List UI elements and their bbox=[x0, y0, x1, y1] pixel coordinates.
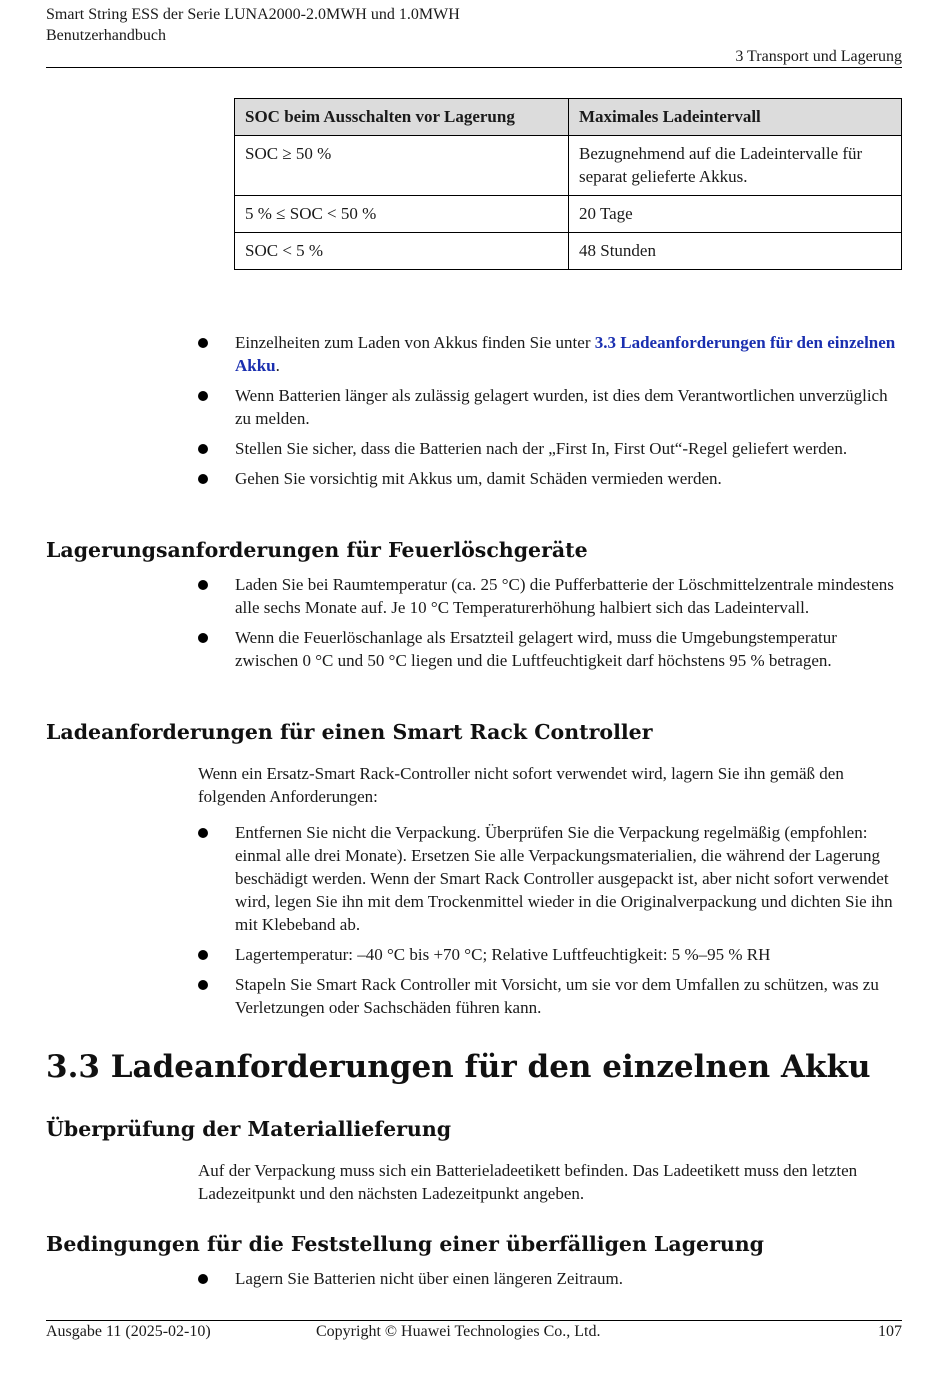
list-item-text: Lagertemperatur: –40 °C bis +70 °C; Relative Luftfeuchtigkeit: 5 %–95 % RH bbox=[235, 945, 771, 964]
bullet-icon bbox=[198, 980, 208, 990]
table-cell: 20 Tage bbox=[569, 196, 902, 233]
overdue-storage-list bbox=[235, 1267, 900, 1297]
section-heading: Überprüfung der Materiallieferung bbox=[46, 1117, 452, 1141]
list-item bbox=[235, 384, 900, 430]
table-cell: 5 % ≤ SOC < 50 % bbox=[235, 196, 569, 233]
list-item-text: . bbox=[275, 356, 280, 375]
header-divider bbox=[46, 67, 902, 68]
list-item bbox=[235, 943, 900, 966]
bullet-icon bbox=[198, 580, 208, 590]
list-item bbox=[235, 973, 900, 1019]
document-type: Benutzerhandbuch bbox=[46, 27, 166, 44]
list-item bbox=[235, 467, 900, 490]
table-header-row bbox=[235, 99, 902, 136]
table-cell: SOC ≥ 50 % bbox=[235, 136, 569, 196]
list-item bbox=[235, 626, 900, 672]
bullet-icon bbox=[198, 474, 208, 484]
table-row bbox=[235, 196, 902, 233]
section-text: Auf der Verpackung muss sich ein Batterieladeetikett befinden. Das Ladeetikett muss den letzten Ladezeitpunkt und den nächsten Ladezeitpunkt angeben. bbox=[198, 1161, 858, 1203]
chapter-section-heading: 3.3 Ladeanforderungen für den einzelnen Akku bbox=[46, 1049, 871, 1085]
bullet-icon bbox=[198, 1274, 208, 1284]
bullet-icon bbox=[198, 633, 208, 643]
list-item-text: Lagern Sie Batterien nicht über einen längeren Zeitraum. bbox=[235, 1269, 624, 1288]
document-title: Smart String ESS der Serie LUNA2000-2.0MWH und 1.0MWH bbox=[46, 6, 460, 23]
list-item bbox=[235, 573, 900, 619]
page-number: 107 bbox=[878, 1323, 902, 1340]
table-row bbox=[235, 233, 902, 270]
list-item-text: Stellen Sie sicher, dass die Batterien nach der „First In, First Out“-Regel geliefert werden. bbox=[235, 439, 848, 458]
table-header-cell: Maximales Ladeintervall bbox=[569, 99, 902, 136]
storage-notes-list bbox=[235, 331, 900, 497]
chapter-title: 3 Transport und Lagerung bbox=[735, 48, 902, 65]
list-item-text: Stapeln Sie Smart Rack Controller mit Vorsicht, um sie vor dem Umfallen zu schützen, was zu Verletzungen oder Sachschäden führen kann. bbox=[235, 975, 879, 1017]
table-header-cell: SOC beim Ausschalten vor Lagerung bbox=[235, 99, 569, 136]
table-cell: Bezugnehmend auf die Ladeintervalle für separat gelieferte Akkus. bbox=[569, 136, 902, 196]
cross-reference-link[interactable]: 3.3 Ladeanforderungen für den einzelnen Akku bbox=[235, 333, 896, 375]
list-item-text: Laden Sie bei Raumtemperatur (ca. 25 °C) die Pufferbatterie der Löschmittelzentrale mindestens alle sechs Monate auf. Je 10 °C Temperaturerhöhung halbiert sich das Ladeintervall. bbox=[235, 575, 894, 617]
table-cell: SOC < 5 % bbox=[235, 233, 569, 270]
bullet-icon bbox=[198, 828, 208, 838]
bullet-icon bbox=[198, 391, 208, 401]
soc-charging-table bbox=[234, 98, 902, 270]
list-item bbox=[235, 1267, 900, 1290]
list-item-text: Einzelheiten zum Laden von Akkus finden Sie unter bbox=[235, 333, 595, 352]
list-item-text: Entfernen Sie nicht die Verpackung. Überprüfen Sie die Verpackung regelmäßig (empfohlen: einmal alle drei Monate). Ersetzen Sie alle Verpackungsmaterialien, die während der Lagerung beschädigt werden. Wenn der Smart Rack Controller ausgepackt ist, aber nicht sofort verwendet wird, legen Sie ihn mit dem Trockenmittel wieder in die Originalverpackung und dichten Sie ihn mit Klebeband ab. bbox=[235, 823, 893, 934]
copyright-text: Copyright © Huawei Technologies Co., Ltd. bbox=[316, 1323, 601, 1340]
section-heading: Lagerungsanforderungen für Feuerlöschgeräte bbox=[46, 538, 588, 562]
bullet-icon bbox=[198, 950, 208, 960]
list-item bbox=[235, 821, 900, 936]
section-heading: Ladeanforderungen für einen Smart Rack Controller bbox=[46, 720, 653, 744]
section-heading: Bedingungen für die Feststellung einer überfälligen Lagerung bbox=[46, 1232, 765, 1256]
bullet-icon bbox=[198, 338, 208, 348]
section-intro: Wenn ein Ersatz-Smart Rack-Controller nicht sofort verwendet wird, lagern Sie ihn gemäß den folgenden Anforderungen: bbox=[198, 764, 844, 806]
list-item-text: Wenn die Feuerlöschanlage als Ersatzteil gelagert wird, muss die Umgebungstemperatur zwischen 0 °C und 50 °C liegen und die Luftfeuchtigkeit darf höchstens 95 % betragen. bbox=[235, 628, 837, 670]
rack-requirements-list bbox=[235, 821, 900, 1026]
list-item bbox=[235, 437, 900, 460]
table-row bbox=[235, 136, 902, 196]
list-item-text: Wenn Batterien länger als zulässig gelagert wurden, ist dies dem Verantwortlichen unverzüglich zu melden. bbox=[235, 386, 888, 428]
table-cell: 48 Stunden bbox=[569, 233, 902, 270]
issue-date: Ausgabe 11 (2025-02-10) bbox=[46, 1323, 211, 1340]
list-item-text: Gehen Sie vorsichtig mit Akkus um, damit Schäden vermieden werden. bbox=[235, 469, 722, 488]
page-header bbox=[46, 4, 902, 65]
bullet-icon bbox=[198, 444, 208, 454]
list-item bbox=[235, 331, 900, 377]
fire-requirements-list bbox=[235, 573, 900, 679]
